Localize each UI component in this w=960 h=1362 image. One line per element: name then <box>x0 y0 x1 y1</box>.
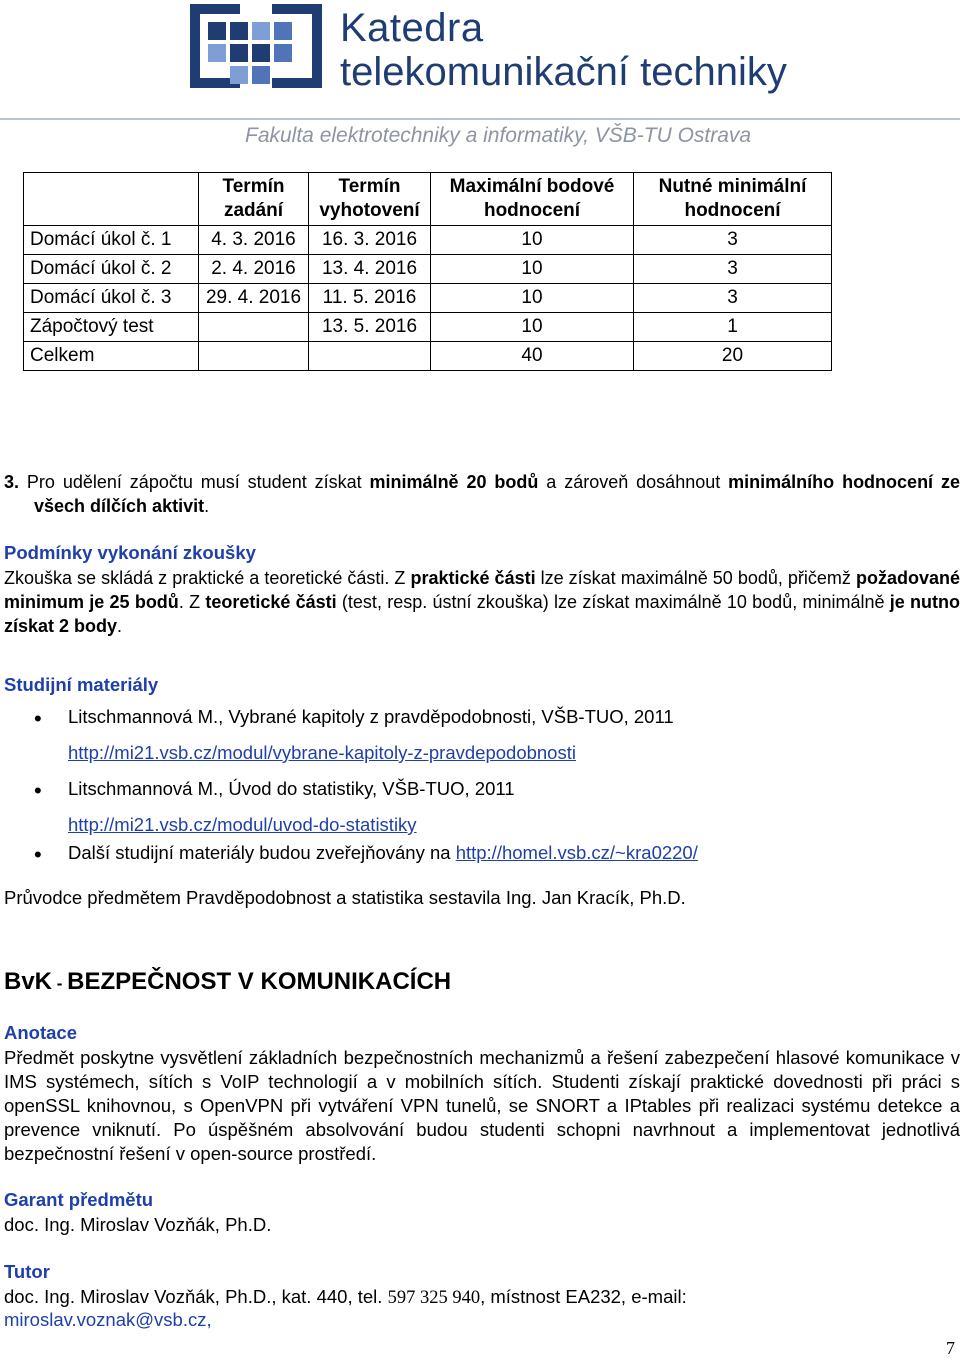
list-item <box>68 842 698 864</box>
exam-bold: teoretické části <box>205 592 337 612</box>
rule-bold: minimálního hodnocení ze všech dílčích aktivit <box>34 472 960 516</box>
row-label: Zápočtový test <box>24 313 199 342</box>
department-logo-icon <box>190 4 322 88</box>
min-points: 20 <box>634 342 832 371</box>
min-points: 3 <box>634 284 832 313</box>
exam-text: (test, resp. ústní zkouška) lze získat maximálně 10 bodů, minimálně <box>336 592 890 612</box>
max-points: 10 <box>431 226 634 255</box>
due-date: 13. 5. 2016 <box>309 313 431 342</box>
assigned-date <box>199 313 309 342</box>
tutor-heading: Tutor <box>4 1261 50 1282</box>
min-points: 3 <box>634 226 832 255</box>
annotation-heading: Anotace <box>4 1022 77 1043</box>
min-points: 3 <box>634 255 832 284</box>
exam-bold: praktické části <box>410 568 536 588</box>
materials-link-probability[interactable]: http://mi21.vsb.cz/modul/vybrane-kapitoly-z-pravdepodobnosti <box>68 742 576 763</box>
row-label: Domácí úkol č. 1 <box>24 226 199 255</box>
due-date: 11. 5. 2016 <box>309 284 431 313</box>
table-row <box>24 284 832 313</box>
exam-text: lze získat maximálně 50 bodů, přičemž <box>535 568 856 588</box>
assignments-table <box>23 172 832 371</box>
exam-text: Zkouška se skládá z praktické a teoretické části. Z <box>4 568 411 588</box>
materials-link-homel[interactable]: http://homel.vsb.cz/~kra0220/ <box>455 842 698 863</box>
header-divider <box>0 118 960 120</box>
tutor-phone: 597 325 940 <box>387 1288 481 1308</box>
header-subtitle: Fakulta elektrotechniky a informatiky, VŠB-TU Ostrava <box>245 124 752 147</box>
annotation-text: Předmět poskytne vysvětlení základních bezpečnostních mechanizmů a řešení zabezpečení hlasové komunikace v IMS systémech, sítích s VoIP technologií a v mobilních sítích. Studenti získají praktické dovednosti při práci s openSSL knihovnou, s OpenVPN při vytváření VPN tunelů, se SNORT a IPtables při realizaci systému detekce a prevence vniknutí. Po úspěšném absolvování budou studenti schopni navrhnout a implementovat jednotlivá bezpečnostní řešení v open-source prostředí. <box>4 1047 960 1164</box>
max-points: 10 <box>431 284 634 313</box>
row-label: Celkem <box>24 342 199 371</box>
max-points: 40 <box>431 342 634 371</box>
table-header-cell: Nutné minimální hodnocení <box>634 173 832 226</box>
table-header-cell: Maximální bodové hodnocení <box>431 173 634 226</box>
course-title <box>4 968 451 996</box>
due-date <box>309 342 431 371</box>
table-row <box>24 226 832 255</box>
exam-bold: je nutno získat 2 body <box>4 592 960 636</box>
materials-link-statistics[interactable]: http://mi21.vsb.cz/modul/uvod-do-statistiky <box>68 814 417 835</box>
max-points: 10 <box>431 313 634 342</box>
course-name: BEZPEČNOST V KOMUNIKACÍCH <box>67 968 452 995</box>
list-item <box>68 778 515 800</box>
materials-heading: Studijní materiály <box>4 674 159 695</box>
rule-text: Pro udělení zápočtu musí student získat <box>19 472 370 492</box>
table-row <box>24 313 832 342</box>
row-label: Domácí úkol č. 3 <box>24 284 199 313</box>
page-number: 7 <box>946 1338 955 1358</box>
rule-text: a zároveň dosáhnout <box>538 472 729 492</box>
exam-conditions <box>4 566 960 638</box>
credit-rule <box>4 470 960 518</box>
table-header-cell: Termín vyhotovení <box>309 173 431 226</box>
header-title-line1: Katedra <box>340 6 484 50</box>
table-row <box>24 342 832 371</box>
material-text: Litschmannová M., Vybrané kapitoly z pravděpodobnosti, VŠB-TUO, 2011 <box>68 706 674 727</box>
table-header-row <box>24 173 832 226</box>
list-item <box>68 706 674 728</box>
rule-number: 3. <box>4 472 20 492</box>
assigned-date: 4. 3. 2016 <box>199 226 309 255</box>
tutor-info <box>4 1285 960 1310</box>
assigned-date: 2. 4. 2016 <box>199 255 309 284</box>
rule-text: . <box>204 496 210 516</box>
max-points: 10 <box>431 255 634 284</box>
rule-bold: minimálně 20 bodů <box>369 472 539 492</box>
table-header-cell: Termín zadání <box>199 173 309 226</box>
due-date: 13. 4. 2016 <box>309 255 431 284</box>
assigned-date <box>199 342 309 371</box>
exam-text: . Z <box>178 592 206 612</box>
guide-note: Průvodce předmětem Pravděpodobnost a statistika sestavila Ing. Jan Kracík, Ph.D. <box>4 887 686 908</box>
guarantor-name: doc. Ing. Miroslav Vozňák, Ph.D. <box>4 1214 272 1235</box>
material-text: Další studijní materiály budou zveřejňovány na <box>68 842 456 863</box>
due-date: 16. 3. 2016 <box>309 226 431 255</box>
tutor-text: , místnost EA232, e-mail: <box>480 1286 687 1307</box>
exam-bold: požadované minimum je 25 bodů <box>4 568 960 612</box>
row-label: Domácí úkol č. 2 <box>24 255 199 284</box>
header-title-line2: telekomunikační techniky <box>340 50 787 94</box>
exam-heading: Podmínky vykonání zkoušky <box>4 542 256 563</box>
course-code: BvK <box>4 968 53 995</box>
guarantor-heading: Garant předmětu <box>4 1189 154 1210</box>
assigned-date: 29. 4. 2016 <box>199 284 309 313</box>
exam-text: . <box>117 616 123 636</box>
min-points: 1 <box>634 313 832 342</box>
course-dash: - <box>52 974 68 993</box>
material-text: Litschmannová M., Úvod do statistiky, VŠB-TUO, 2011 <box>68 778 515 799</box>
tutor-email-link[interactable]: miroslav.voznak@vsb.cz, <box>4 1309 212 1330</box>
tutor-text: doc. Ing. Miroslav Vozňák, Ph.D., kat. 440, tel. <box>4 1286 388 1307</box>
table-row <box>24 255 832 284</box>
table-header-cell <box>24 173 199 226</box>
